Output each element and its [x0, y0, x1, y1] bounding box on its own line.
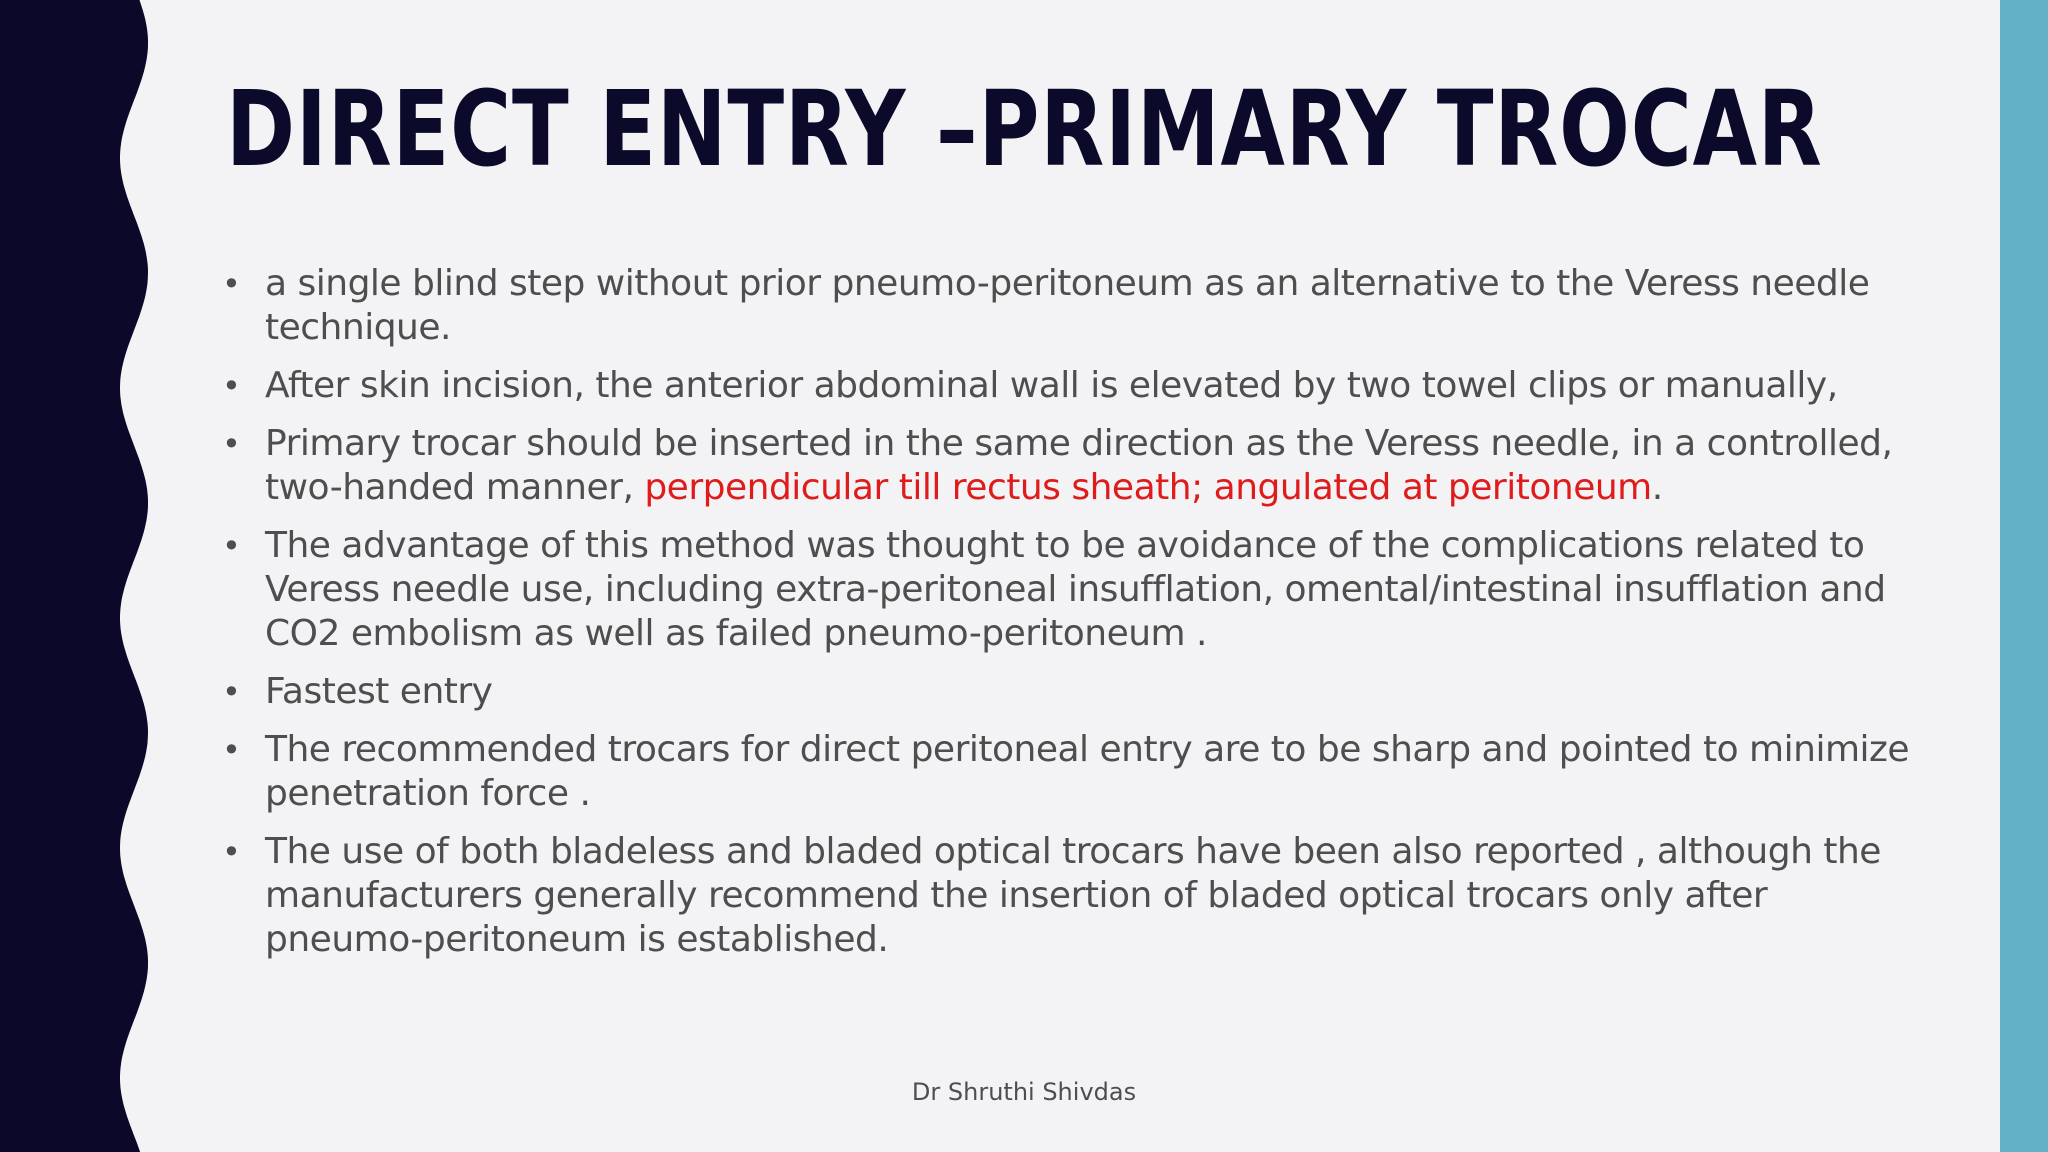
bullet-list [222, 262, 1922, 976]
bullet-dot-icon: • [222, 425, 241, 463]
bullet-text: The advantage of this method was thought to be avoidance of the complications related to Veress needle use, including extra-peritoneal insufflation, omental/intestinal insufflation and CO2 embolism as well as failed pneumo-peritoneum . [265, 525, 1886, 654]
bullet-text: Primary trocar should be inserted in the same direction as the Veress needle, in a controlled, two-handed manner, [265, 423, 1893, 508]
bullet-text: . [1651, 467, 1663, 508]
wavy-band-shape [0, 0, 148, 1152]
bullet-item [222, 728, 1922, 816]
bullet-text: The use of both bladeless and bladed optical trocars have been also reported , although the manufacturers generally recommend the insertion of bladed optical trocars only after pneumo-peritoneum is established. [265, 831, 1881, 960]
bullet-item [222, 830, 1922, 962]
right-accent-stripe [2000, 0, 2048, 1152]
bullet-text: Fastest entry [265, 671, 493, 712]
bullet-dot-icon: • [222, 265, 241, 303]
bullet-text: After skin incision, the anterior abdominal wall is elevated by two towel clips or manually, [265, 365, 1838, 406]
bullet-item [222, 670, 1922, 714]
bullet-dot-icon: • [222, 527, 241, 565]
bullet-text-highlight: perpendicular till rectus sheath; angulated at peritoneum [644, 467, 1652, 508]
bullet-item [222, 524, 1922, 656]
wavy-side-band [0, 0, 160, 1152]
bullet-dot-icon: • [222, 367, 241, 405]
bullet-item [222, 364, 1922, 408]
bullet-item [222, 422, 1922, 510]
bullet-dot-icon: • [222, 833, 241, 871]
bullet-text: a single blind step without prior pneumo-peritoneum as an alternative to the Veress needle technique. [265, 263, 1870, 348]
slide-footer-author: Dr Shruthi Shivdas [911, 1078, 1137, 1106]
slide-title: DIRECT ENTRY –PRIMARY TROCAR [226, 68, 1823, 190]
bullet-dot-icon: • [222, 673, 241, 711]
bullet-item [222, 262, 1922, 350]
bullet-dot-icon: • [222, 731, 241, 769]
bullet-text: The recommended trocars for direct peritoneal entry are to be sharp and pointed to minimize penetration force . [265, 729, 1910, 814]
